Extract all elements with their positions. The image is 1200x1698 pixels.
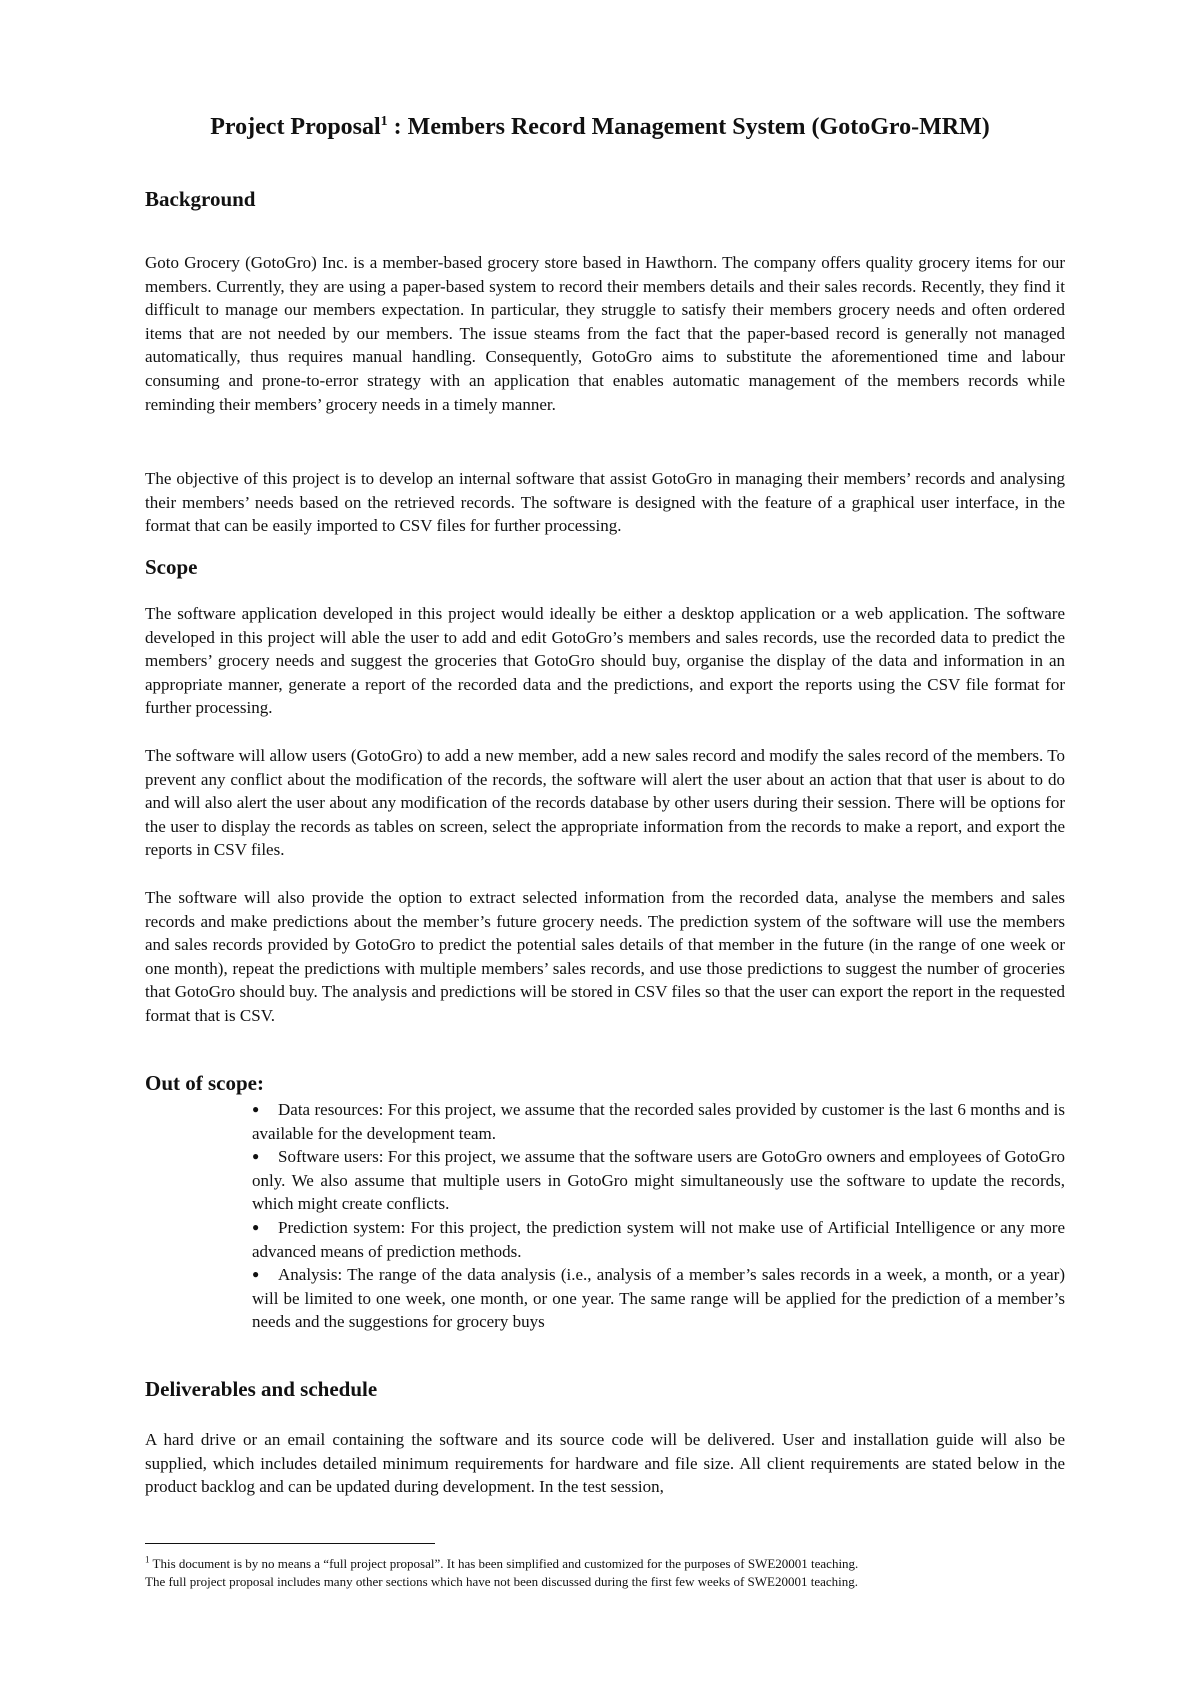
list-item-text: Software users: For this project, we assume that the software users are GotoGro owners and employees of GotoGro only. We also assume that multiple users in GotoGro might simultaneously use the software to update the records, which might create conflicts. xyxy=(252,1147,1065,1214)
bullet-icon: ● xyxy=(252,1102,260,1116)
scope-paragraph-3: The software will also provide the option to extract selected information from the recorded data, analyse the members and sales records and make predictions about the member’s future grocery needs. The prediction system of the software will use the members and sales records provided by GotoGro to predict the potential sales details of that member in the future (in the range of one week or one month), repeat the predictions with multiple members’ sales records, and use those predictions to suggest the number of groceries that GotoGro should buy. The analysis and predictions will be stored in CSV files so that the user can export the report in the requested format that is CSV. xyxy=(145,888,1065,1025)
background-paragraph-2: The objective of this project is to develop an internal software that assist GotoGro in managing their members’ records and analysing their members’ needs based on the retrieved records. The software is designed with the feature of a graphical user interface, in the format that can be easily imported to CSV files for further processing. xyxy=(145,469,1065,536)
out-of-scope-heading: Out of scope: xyxy=(145,1071,264,1095)
background-paragraph-1: Goto Grocery (GotoGro) Inc. is a member-based grocery store based in Hawthorn. The company offers quality grocery items for our members. Currently, they are using a paper-based system to record their members details and their sales records. Recently, they find it difficult to manage our members expectation. In particular, they struggle to satisfy their members grocery needs and often ordered items that are not needed by our members. The issue steams from the fact that the paper-based record is generally not managed automatically, thus requires manual handling. Consequently, GotoGro aims to substitute the aforementioned time and labour consuming and prone-to-error strategy with an application that enables automatic management of the members records while reminding their members’ grocery needs in a timely manner. xyxy=(145,253,1065,414)
bullet-icon: ● xyxy=(252,1267,260,1282)
list-item-text: Prediction system: For this project, the prediction system will not make use of Artificial Intelligence or any more advanced means of prediction methods. xyxy=(252,1217,1065,1261)
title-rest: : Members Record Management System (GotoGro-MRM) xyxy=(387,114,990,140)
list-item-text: Analysis: The range of the data analysis (i.e., analysis of a member’s sales records in a week, a month, or a year) will be limited to one week, one month, or one year. The same range will be applied for the prediction of a member’s needs and the suggestions for grocery buys xyxy=(252,1265,1065,1332)
scope-heading: Scope xyxy=(145,555,198,579)
scope-paragraph-2: The software will allow users (GotoGro) to add a new member, add a new sales record and modify the sales record of the members. To prevent any conflict about the modification of the records, the software will alert the user about an action that that user is about to do and will also alert the user about any modification of the records database by other users during their session. There will be options for the user to display the records as tables on screen, select the appropriate information from the records to make a report, and export the reports in CSV files. xyxy=(145,746,1065,860)
page-title xyxy=(0,112,1200,142)
deliverables-paragraph-1: A hard drive or an email containing the software and its source code will be delivered. User and installation guide will also be supplied, which includes detailed minimum requirements for hardware and file size. All client requirements are stated below in the product backlog and can be updated during development. In the test session, xyxy=(145,1430,1065,1497)
list-item xyxy=(252,1098,1065,1145)
bullet-icon: ● xyxy=(252,1149,260,1164)
list-item xyxy=(252,1216,1065,1263)
footnote-mark: 1 xyxy=(145,1554,150,1565)
background-heading: Background xyxy=(145,187,256,211)
title-footnote-mark: 1 xyxy=(380,114,388,129)
scope-paragraph-1: The software application developed in this project would ideally be either a desktop application or a web application. The software developed in this project will able the user to add and edit GotoGro’s members and sales records, use the recorded data to predict the members’ grocery needs and suggest the groceries that GotoGro should buy, organise the display of the data and information in an appropriate manner, generate a report of the recorded data and the predictions, and export the reports using the CSV file format for further processing. xyxy=(145,604,1065,718)
footnote-divider xyxy=(145,1543,435,1544)
deliverables-heading: Deliverables and schedule xyxy=(145,1377,378,1401)
out-of-scope-list xyxy=(252,1098,1065,1334)
footnote-line-1: This document is by no means a “full project proposal”. It has been simplified and customized for the purposes of SWE20001 teaching. xyxy=(149,1556,859,1571)
list-item xyxy=(252,1263,1065,1334)
footnote xyxy=(145,1555,1105,1591)
list-item xyxy=(252,1145,1065,1216)
bullet-icon: ● xyxy=(252,1219,260,1234)
title-text: Project Proposal xyxy=(210,114,381,140)
footnote-line-2: The full project proposal includes many other sections which have not been discussed during the first few weeks of SWE20001 teaching. xyxy=(145,1574,859,1589)
list-item-text: Data resources: For this project, we assume that the recorded sales provided by customer is the last 6 months and is available for the development team. xyxy=(252,1100,1065,1143)
